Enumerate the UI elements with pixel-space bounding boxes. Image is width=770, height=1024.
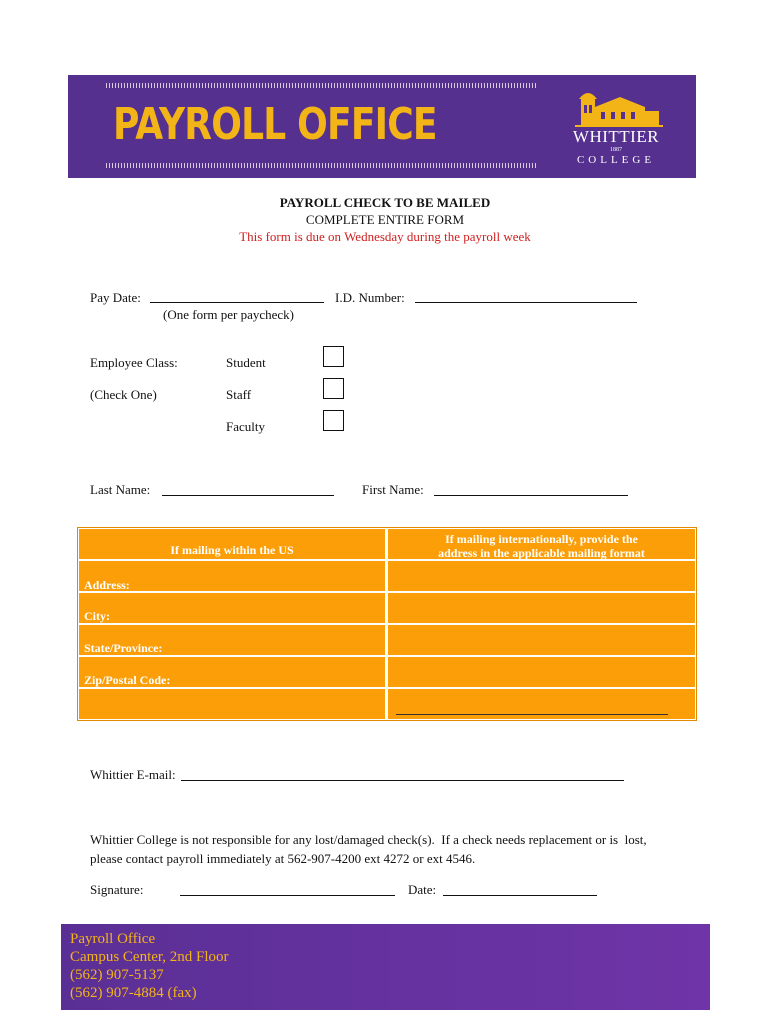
form-heading: PAYROLL CHECK TO BE MAILED xyxy=(279,195,491,210)
option-staff-label: Staff xyxy=(226,387,252,402)
option-student-label: Student xyxy=(226,355,266,370)
blank-cell[interactable] xyxy=(79,689,385,719)
footer-location: Campus Center, 2nd Floor xyxy=(70,949,229,965)
footer-office: Payroll Office xyxy=(70,931,156,947)
signature-label: Signature: xyxy=(90,882,144,897)
city-label: City: xyxy=(84,609,110,623)
intl-zip-cell[interactable] xyxy=(388,657,695,687)
disclaimer-line-1: Whittier College is not responsible for any lost/damaged check(s). If a check needs replacement or is lost, xyxy=(90,832,647,847)
logo-wordmark: WHITTIER xyxy=(572,127,660,146)
last-name-field[interactable] xyxy=(162,495,334,496)
state-label: State/Province: xyxy=(84,641,163,655)
decorative-border-bottom xyxy=(106,163,536,168)
date-label: Date: xyxy=(408,882,437,897)
city-cell[interactable] xyxy=(79,593,385,623)
check-one-label: (Check One) xyxy=(90,387,157,402)
intl-state-cell[interactable] xyxy=(388,625,695,655)
id-number-field[interactable] xyxy=(415,302,637,303)
decorative-border-top xyxy=(106,83,536,88)
first-name-label: First Name: xyxy=(362,482,424,497)
logo-year: 1887 xyxy=(610,147,622,153)
intl-city-cell[interactable] xyxy=(388,593,695,623)
college-building-icon xyxy=(561,87,671,129)
whittier-college-logo xyxy=(561,87,671,167)
email-field[interactable] xyxy=(181,780,624,781)
form-subheading: COMPLETE ENTIRE FORM xyxy=(305,212,465,227)
footer-phone: (562) 907-5137 xyxy=(70,967,164,983)
pay-date-label: Pay Date: xyxy=(90,290,141,305)
us-header: If mailing within the US xyxy=(170,543,294,557)
page-title: PAYROLL OFFICE xyxy=(113,99,437,150)
first-name-field[interactable] xyxy=(434,495,628,496)
disclaimer-line-2: please contact payroll immediately at 562-907-4200 ext 4272 or ext 4546. xyxy=(90,851,476,866)
intl-header-line2: address in the applicable mailing format xyxy=(438,546,645,560)
last-name-label: Last Name: xyxy=(90,482,151,497)
due-note: This form is due on Wednesday during the payroll week xyxy=(239,229,531,244)
date-field[interactable] xyxy=(443,895,597,896)
employee-class-label: Employee Class: xyxy=(90,355,178,370)
staff-checkbox[interactable] xyxy=(323,378,344,399)
footer-contact-box xyxy=(61,924,710,1010)
option-faculty-label: Faculty xyxy=(226,419,265,434)
pay-date-note: (One form per paycheck) xyxy=(163,307,295,322)
email-label: Whittier E-mail: xyxy=(90,767,176,782)
faculty-checkbox[interactable] xyxy=(323,410,344,431)
intl-header-line1: If mailing internationally, provide the xyxy=(445,532,638,546)
intl-address-cell[interactable] xyxy=(388,561,695,591)
header-banner xyxy=(68,75,696,178)
address-label: Address: xyxy=(84,578,130,592)
logo-subtitle: COLLEGE xyxy=(576,154,656,166)
student-checkbox[interactable] xyxy=(323,346,344,367)
mailing-address-table xyxy=(77,527,697,721)
pay-date-field[interactable] xyxy=(150,302,324,303)
footer-fax: (562) 907-4884 (fax) xyxy=(70,985,197,1001)
id-number-label: I.D. Number: xyxy=(335,290,405,305)
intl-extra-line xyxy=(396,714,668,715)
zip-label: Zip/Postal Code: xyxy=(84,673,171,687)
signature-field[interactable] xyxy=(180,895,395,896)
